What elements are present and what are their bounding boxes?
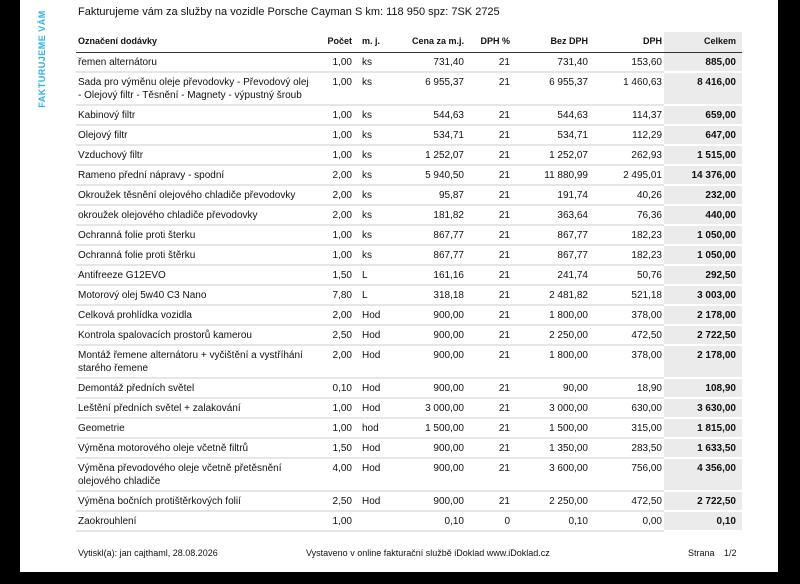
item-name: Ochranná folie proti štěrku — [76, 245, 312, 265]
item-unit-price: 95,87 — [386, 185, 466, 205]
item-qty: 1,00 — [312, 145, 354, 165]
item-name: Vzduchový filtr — [76, 145, 312, 165]
item-total: 659,00 — [664, 105, 742, 125]
item-total: 2 178,00 — [664, 345, 742, 378]
item-unit: Hod — [354, 458, 386, 491]
item-name: Ochranná folie proti šterku — [76, 225, 312, 245]
column-header-total: Celkem — [664, 32, 742, 53]
item-vat-pct: 21 — [466, 72, 512, 105]
item-unit-price: 900,00 — [386, 438, 466, 458]
column-header-unit-price: Cena za m.j. — [386, 32, 466, 53]
item-unit: L — [354, 285, 386, 305]
item-total: 292,50 — [664, 265, 742, 285]
column-header-name: Označení dodávky — [76, 32, 312, 53]
item-qty: 2,00 — [312, 185, 354, 205]
item-total: 8 416,00 — [664, 72, 742, 105]
item-unit: Hod — [354, 305, 386, 325]
item-vat: 0,00 — [590, 511, 664, 531]
item-unit: Hod — [354, 345, 386, 378]
item-vat-pct: 21 — [466, 458, 512, 491]
item-net: 241,74 — [512, 265, 590, 285]
item-net: 534,71 — [512, 125, 590, 145]
item-net: 6 955,37 — [512, 72, 590, 105]
item-total: 885,00 — [664, 53, 742, 73]
item-unit: ks — [354, 53, 386, 73]
column-header-vat-pct: DPH % — [466, 32, 512, 53]
item-net: 731,40 — [512, 53, 590, 73]
item-qty: 1,00 — [312, 225, 354, 245]
item-vat-pct: 0 — [466, 511, 512, 531]
item-unit-price: 318,18 — [386, 285, 466, 305]
item-vat-pct: 21 — [466, 145, 512, 165]
table-row — [76, 125, 742, 145]
item-name: Leštění předních světel + zalakování — [76, 398, 312, 418]
table-row — [76, 105, 742, 125]
table-row — [76, 165, 742, 185]
item-unit: ks — [354, 165, 386, 185]
item-vat: 378,00 — [590, 345, 664, 378]
item-unit: Hod — [354, 438, 386, 458]
table-row — [76, 325, 742, 345]
item-unit: ks — [354, 125, 386, 145]
item-name: Antifreeze G12EVO — [76, 265, 312, 285]
item-unit-price: 867,77 — [386, 225, 466, 245]
item-total: 2 722,50 — [664, 491, 742, 511]
item-name: Okroužek těsnění olejového chladiče převodovky — [76, 185, 312, 205]
item-net: 2 481,82 — [512, 285, 590, 305]
item-vat-pct: 21 — [466, 53, 512, 73]
item-unit-price: 3 000,00 — [386, 398, 466, 418]
item-qty: 1,00 — [312, 398, 354, 418]
item-name: Kabinový filtr — [76, 105, 312, 125]
item-vat-pct: 21 — [466, 418, 512, 438]
item-qty: 1,00 — [312, 511, 354, 531]
item-unit: ks — [354, 245, 386, 265]
item-net: 0,10 — [512, 511, 590, 531]
item-total: 1 515,00 — [664, 145, 742, 165]
item-unit-price: 900,00 — [386, 378, 466, 398]
item-unit-price: 900,00 — [386, 458, 466, 491]
footer-page-label: Strana — [688, 548, 715, 558]
item-qty: 2,00 — [312, 345, 354, 378]
item-vat: 630,00 — [590, 398, 664, 418]
item-qty: 1,50 — [312, 438, 354, 458]
item-vat: 1 460,63 — [590, 72, 664, 105]
item-unit-price: 181,82 — [386, 205, 466, 225]
side-label — [34, 10, 50, 120]
table-row — [76, 245, 742, 265]
item-net: 867,77 — [512, 225, 590, 245]
item-net: 3 000,00 — [512, 398, 590, 418]
item-vat-pct: 21 — [466, 325, 512, 345]
item-unit-price: 544,63 — [386, 105, 466, 125]
table-row — [76, 185, 742, 205]
item-total: 3 630,00 — [664, 398, 742, 418]
item-name: Geometrie — [76, 418, 312, 438]
item-qty: 1,00 — [312, 125, 354, 145]
item-unit-price: 0,10 — [386, 511, 466, 531]
item-vat-pct: 21 — [466, 225, 512, 245]
item-qty: 1,50 — [312, 265, 354, 285]
item-name: řemen alternátoru — [76, 53, 312, 73]
table-row — [76, 72, 742, 105]
table-row — [76, 438, 742, 458]
item-vat-pct: 21 — [466, 398, 512, 418]
item-net: 1 252,07 — [512, 145, 590, 165]
item-vat: 76,36 — [590, 205, 664, 225]
item-vat-pct: 21 — [466, 345, 512, 378]
item-vat-pct: 21 — [466, 378, 512, 398]
table-row — [76, 511, 742, 531]
item-net: 90,00 — [512, 378, 590, 398]
item-qty: 0,10 — [312, 378, 354, 398]
item-vat-pct: 21 — [466, 105, 512, 125]
item-total: 440,00 — [664, 205, 742, 225]
item-unit — [354, 511, 386, 531]
item-name: Demontáž předních světel — [76, 378, 312, 398]
item-total: 1 050,00 — [664, 225, 742, 245]
column-header-unit: m. j. — [354, 32, 386, 53]
table-row — [76, 225, 742, 245]
invoice-page — [20, 0, 778, 572]
item-unit: ks — [354, 225, 386, 245]
item-qty: 2,50 — [312, 491, 354, 511]
item-vat-pct: 21 — [466, 438, 512, 458]
item-qty: 2,50 — [312, 325, 354, 345]
item-total: 1 050,00 — [664, 245, 742, 265]
item-name: Výměna motorového oleje včetně filtrů — [76, 438, 312, 458]
column-header-net: Bez DPH — [512, 32, 590, 53]
item-qty: 2,00 — [312, 305, 354, 325]
item-name: Kontrola spalovacích prostorů kamerou — [76, 325, 312, 345]
table-row — [76, 491, 742, 511]
item-vat: 114,37 — [590, 105, 664, 125]
item-name: Montáž řemene alternátoru + vyčištění a vystříhání starého řemene — [76, 345, 312, 378]
item-vat: 315,00 — [590, 418, 664, 438]
item-vat: 112,29 — [590, 125, 664, 145]
footer-page-number: 1/2 — [724, 548, 737, 558]
item-unit-price: 867,77 — [386, 245, 466, 265]
item-vat-pct: 21 — [466, 125, 512, 145]
item-unit-price: 900,00 — [386, 345, 466, 378]
item-unit: ks — [354, 185, 386, 205]
item-unit: Hod — [354, 378, 386, 398]
item-vat: 40,26 — [590, 185, 664, 205]
item-unit-price: 1 252,07 — [386, 145, 466, 165]
item-unit-price: 534,71 — [386, 125, 466, 145]
item-net: 1 500,00 — [512, 418, 590, 438]
item-unit: ks — [354, 105, 386, 125]
item-net: 3 600,00 — [512, 458, 590, 491]
item-vat-pct: 21 — [466, 245, 512, 265]
item-total: 0,10 — [664, 511, 742, 531]
table-header-row — [76, 32, 742, 53]
item-vat: 182,23 — [590, 225, 664, 245]
footer-issuer: Vytiskl(a): jan cajthaml, 28.08.2026 — [78, 548, 218, 558]
item-unit-price: 6 955,37 — [386, 72, 466, 105]
table-row — [76, 145, 742, 165]
item-qty: 1,00 — [312, 72, 354, 105]
item-net: 867,77 — [512, 245, 590, 265]
item-total: 232,00 — [664, 185, 742, 205]
item-net: 1 350,00 — [512, 438, 590, 458]
item-net: 363,64 — [512, 205, 590, 225]
item-unit: Hod — [354, 491, 386, 511]
item-vat-pct: 21 — [466, 285, 512, 305]
item-name: Motorový olej 5w40 C3 Nano — [76, 285, 312, 305]
item-vat-pct: 21 — [466, 165, 512, 185]
column-header-vat: DPH — [590, 32, 664, 53]
item-vat: 472,50 — [590, 491, 664, 511]
item-net: 11 880,99 — [512, 165, 590, 185]
item-name: Sada pro výměnu oleje převodovky - Převodový olej - Olejový filtr - Těsnění - Magnety - výpustný šroub — [76, 72, 312, 105]
item-total: 2 178,00 — [664, 305, 742, 325]
item-qty: 1,00 — [312, 418, 354, 438]
item-vat: 18,90 — [590, 378, 664, 398]
item-unit-price: 161,16 — [386, 265, 466, 285]
table-row — [76, 458, 742, 491]
item-total: 3 003,00 — [664, 285, 742, 305]
item-vat: 262,93 — [590, 145, 664, 165]
table-row — [76, 378, 742, 398]
item-name: Celková prohlídka vozidla — [76, 305, 312, 325]
item-unit-price: 900,00 — [386, 305, 466, 325]
item-vat: 2 495,01 — [590, 165, 664, 185]
item-qty: 7,80 — [312, 285, 354, 305]
item-net: 2 250,00 — [512, 491, 590, 511]
item-unit-price: 900,00 — [386, 491, 466, 511]
item-net: 191,74 — [512, 185, 590, 205]
item-total: 1 633,50 — [664, 438, 742, 458]
item-vat-pct: 21 — [466, 491, 512, 511]
item-unit-price: 731,40 — [386, 53, 466, 73]
item-qty: 4,00 — [312, 458, 354, 491]
item-unit: hod — [354, 418, 386, 438]
item-vat-pct: 21 — [466, 185, 512, 205]
table-row — [76, 285, 742, 305]
item-vat-pct: 21 — [466, 305, 512, 325]
item-vat-pct: 21 — [466, 205, 512, 225]
item-total: 108,90 — [664, 378, 742, 398]
item-qty: 2,00 — [312, 205, 354, 225]
item-vat: 521,18 — [590, 285, 664, 305]
footer-generator: Vystaveno v online fakturační službě iDoklad www.iDoklad.cz — [306, 548, 550, 558]
table-row — [76, 305, 742, 325]
table-row — [76, 53, 742, 73]
table-row — [76, 205, 742, 225]
table-row — [76, 265, 742, 285]
item-total: 1 815,00 — [664, 418, 742, 438]
item-unit: L — [354, 265, 386, 285]
item-vat: 283,50 — [590, 438, 664, 458]
item-unit: Hod — [354, 325, 386, 345]
item-total: 14 376,00 — [664, 165, 742, 185]
items-table — [76, 32, 742, 532]
item-vat: 153,60 — [590, 53, 664, 73]
item-net: 544,63 — [512, 105, 590, 125]
column-header-qty: Počet — [312, 32, 354, 53]
item-unit: Hod — [354, 398, 386, 418]
item-total: 2 722,50 — [664, 325, 742, 345]
item-unit-price: 5 940,50 — [386, 165, 466, 185]
item-total: 4 356,00 — [664, 458, 742, 491]
item-qty: 1,00 — [312, 53, 354, 73]
item-vat: 756,00 — [590, 458, 664, 491]
item-total: 647,00 — [664, 125, 742, 145]
side-label-text: FAKTURUJEME VÁM — [37, 10, 47, 108]
item-vat: 378,00 — [590, 305, 664, 325]
item-vat: 182,23 — [590, 245, 664, 265]
item-unit-price: 1 500,00 — [386, 418, 466, 438]
item-name: Výměna převodového oleje včetně přetěsnění olejového chladiče — [76, 458, 312, 491]
item-net: 1 800,00 — [512, 305, 590, 325]
item-vat: 472,50 — [590, 325, 664, 345]
item-qty: 2,00 — [312, 165, 354, 185]
item-name: okroužek olejového chladiče převodovky — [76, 205, 312, 225]
item-qty: 1,00 — [312, 105, 354, 125]
item-vat-pct: 21 — [466, 265, 512, 285]
invoice-heading: Fakturujeme vám za služby na vozidle Porsche Cayman S km: 118 950 spz: 7SK 2725 — [78, 6, 500, 18]
item-unit: ks — [354, 145, 386, 165]
item-name: Olejový filtr — [76, 125, 312, 145]
item-vat: 50,76 — [590, 265, 664, 285]
item-name: Výměna bočních protištěrkových folií — [76, 491, 312, 511]
item-qty: 1,00 — [312, 245, 354, 265]
item-name: Rameno přední nápravy - spodní — [76, 165, 312, 185]
item-unit-price: 900,00 — [386, 325, 466, 345]
item-name: Zaokrouhlení — [76, 511, 312, 531]
table-row — [76, 398, 742, 418]
item-unit: ks — [354, 205, 386, 225]
table-row — [76, 418, 742, 438]
item-net: 2 250,00 — [512, 325, 590, 345]
item-net: 1 800,00 — [512, 345, 590, 378]
item-unit: ks — [354, 72, 386, 105]
table-row — [76, 345, 742, 378]
